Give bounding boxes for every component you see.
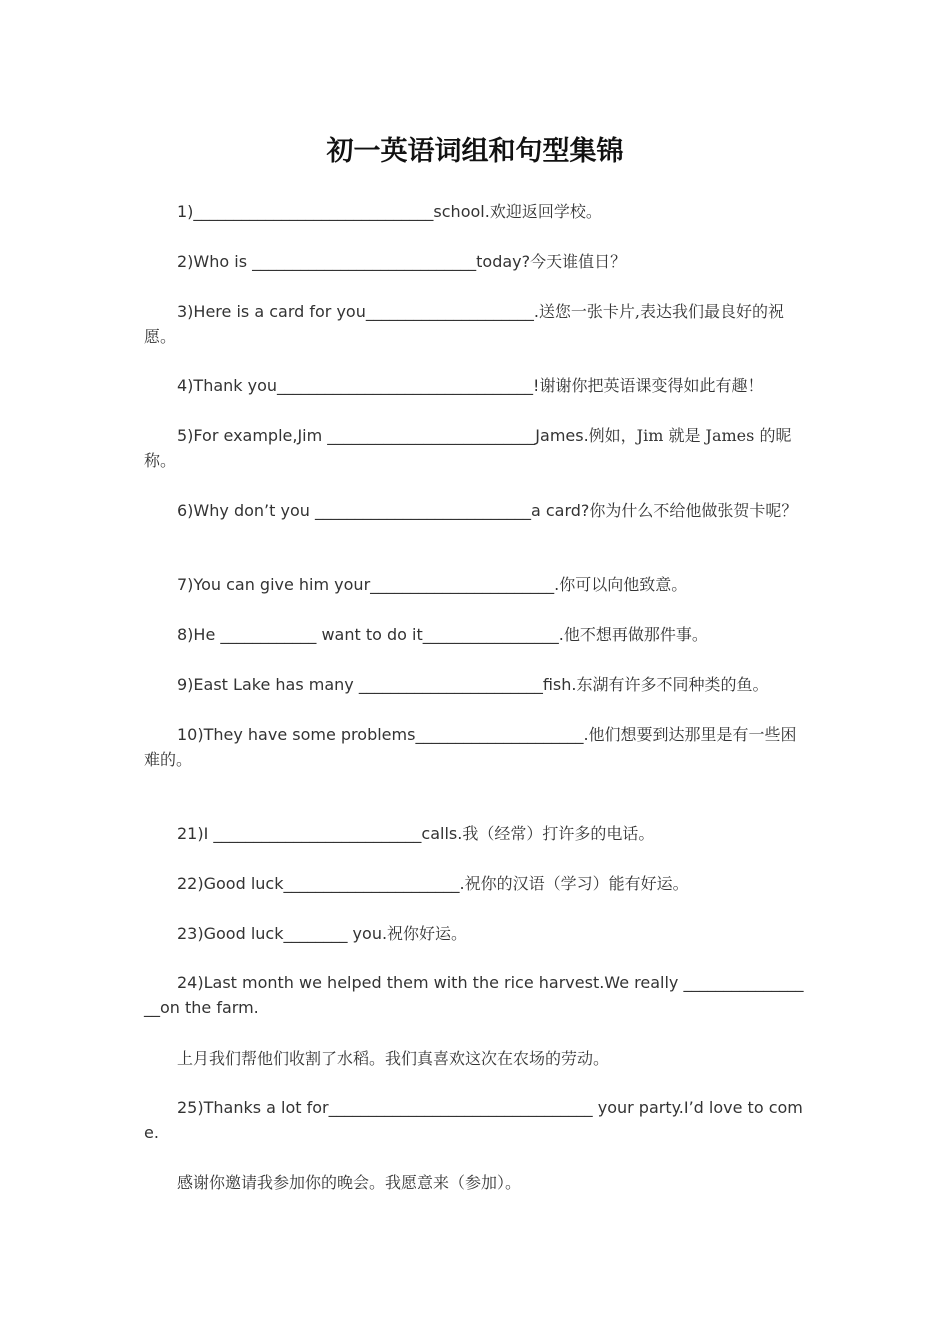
- item-chinese: 祝你的汉语（学习）能有好运。: [464, 874, 689, 893]
- page-title: 初一英语词组和句型集锦: [326, 136, 624, 167]
- item-english: 6)Why don’t you ___________________________a card?: [177, 501, 590, 520]
- exercise-item-1: [144, 199, 806, 224]
- item-english: 24)Last month we helped them with the rice harvest.We really _________________on the farm.: [144, 973, 804, 1017]
- exercise-item-6: [144, 498, 806, 523]
- exercise-item-23: [144, 921, 806, 946]
- item-english: 1)______________________________school.: [177, 202, 490, 221]
- exercise-item-24-translation: [144, 1046, 806, 1071]
- item-english: 8)He ____________ want to do it_________________.: [177, 625, 564, 644]
- item-english: 22)Good luck______________________.: [177, 874, 465, 893]
- exercise-item-8: [144, 622, 806, 647]
- exercise-item-4: [144, 373, 806, 398]
- item-chinese: 你可以向他致意。: [559, 575, 688, 594]
- exercise-item-24: [144, 970, 806, 1020]
- item-english: 10)They have some problems_____________________.: [177, 725, 589, 744]
- item-chinese: 送您一张卡片,表达我们最良好的祝愿。: [144, 302, 785, 346]
- item-english: 4)Thank you________________________________!: [177, 376, 540, 395]
- item-chinese: 感谢你邀请我参加你的晚会。我愿意来（参加）。: [177, 1173, 522, 1192]
- item-chinese: 上月我们帮他们收割了水稻。我们真喜欢这次在农场的劳动。: [177, 1049, 610, 1068]
- exercise-item-22: [144, 871, 806, 896]
- item-english: 3)Here is a card for you_____________________.: [177, 302, 539, 321]
- item-chinese: 谢谢你把英语课变得如此有趣！: [539, 376, 764, 395]
- item-english: 23)Good luck________ you.: [177, 924, 388, 943]
- item-english: 2)Who is ____________________________today?: [177, 252, 531, 271]
- exercise-item-25: [144, 1095, 806, 1145]
- item-chinese: 他不想再做那件事。: [563, 625, 708, 644]
- exercise-item-2: [144, 249, 806, 274]
- exercise-item-5: [144, 423, 806, 473]
- exercise-item-7: [144, 572, 806, 597]
- item-english: 21)I __________________________calls.: [177, 824, 463, 843]
- item-chinese: 今天谁值日？: [530, 252, 627, 271]
- item-english: 9)East Lake has many _______________________fish.: [177, 675, 577, 694]
- item-chinese: 你为什么不给他做张贺卡呢？: [589, 501, 798, 520]
- item-chinese: 东湖有许多不同种类的鱼。: [576, 675, 769, 694]
- item-english: 7)You can give him your_______________________.: [177, 575, 560, 594]
- item-chinese: 我（经常）打许多的电话。: [462, 824, 655, 843]
- item-chinese: 他们想要到达那里是有一些困难的。: [144, 725, 797, 769]
- item-chinese: 欢迎返回学校。: [489, 202, 602, 221]
- item-english: 25)Thanks a lot for_________________________________ your party.I’d love to come.: [144, 1098, 803, 1142]
- exercise-item-25-translation: [144, 1170, 806, 1195]
- exercise-item-21: [144, 821, 806, 846]
- exercise-item-9: [144, 672, 806, 697]
- exercise-item-10: [144, 722, 806, 772]
- exercise-item-3: [144, 299, 806, 349]
- item-english: 5)For example,Jim __________________________James.: [177, 426, 589, 445]
- item-chinese: 祝你好运。: [387, 924, 468, 943]
- item-chinese: 例如，Jim 就是 James 的昵称。: [144, 426, 792, 470]
